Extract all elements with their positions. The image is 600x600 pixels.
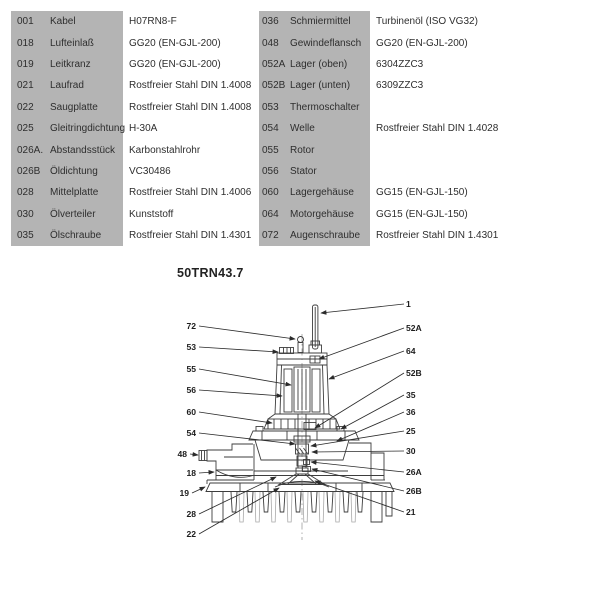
part-material: Rostfreier Stahl DIN 1.4301 bbox=[376, 230, 499, 242]
part-number: 055 bbox=[259, 139, 290, 160]
part-number: 026B bbox=[11, 161, 50, 182]
callout-52A: 52A bbox=[406, 323, 422, 333]
part-number: 028 bbox=[11, 182, 50, 203]
part-material: GG20 (EN-GJL-200) bbox=[129, 37, 221, 49]
callout-48: 48 bbox=[177, 449, 187, 459]
callout-64: 64 bbox=[406, 346, 416, 356]
part-name: Welle bbox=[290, 118, 370, 139]
part-name: Leitkranz bbox=[50, 54, 123, 75]
callout-19: 19 bbox=[179, 488, 189, 498]
callout-72: 72 bbox=[186, 321, 196, 331]
part-number: 064 bbox=[259, 204, 290, 225]
part-number: 026A. bbox=[11, 139, 50, 160]
part-number: 048 bbox=[259, 32, 290, 53]
part-material: Rostfreier Stahl DIN 1.4008 bbox=[129, 101, 252, 113]
callout-22: 22 bbox=[186, 529, 196, 539]
part-name: Lufteinlaß bbox=[50, 32, 123, 53]
part-material: VC30486 bbox=[129, 165, 171, 177]
part-number: 053 bbox=[259, 97, 290, 118]
part-material: Rostfreier Stahl DIN 1.4008 bbox=[129, 80, 252, 92]
part-material: 6304ZZC3 bbox=[376, 58, 424, 70]
part-material: Turbinenöl (ISO VG32) bbox=[376, 16, 478, 28]
callout-26B: 26B bbox=[406, 486, 422, 496]
part-name: Rotor bbox=[290, 139, 370, 160]
part-material: GG20 (EN-GJL-200) bbox=[376, 37, 468, 49]
part-number: 052A bbox=[259, 54, 290, 75]
part-name: Mittelplatte bbox=[50, 182, 123, 203]
part-name: Laufrad bbox=[50, 75, 123, 96]
part-name: Ölverteiler bbox=[50, 204, 123, 225]
callout-54: 54 bbox=[186, 428, 196, 438]
part-name: Lager (unten) bbox=[290, 75, 370, 96]
diagram-title: 50TRN43.7 bbox=[177, 266, 244, 280]
part-number: 054 bbox=[259, 118, 290, 139]
part-name: Stator bbox=[290, 161, 370, 182]
callout-53: 53 bbox=[186, 342, 196, 352]
part-name: Abstandsstück bbox=[50, 139, 123, 160]
part-number: 025 bbox=[11, 118, 50, 139]
callout-52B: 52B bbox=[406, 368, 422, 378]
part-number: 036 bbox=[259, 11, 290, 32]
callout-1: 1 bbox=[406, 299, 411, 309]
callout-56: 56 bbox=[186, 385, 196, 395]
part-name: Öldichtung bbox=[50, 161, 123, 182]
part-material: H07RN8-F bbox=[129, 16, 177, 28]
part-material: Kunststoff bbox=[129, 208, 174, 220]
part-name: Ölschraube bbox=[50, 225, 123, 246]
part-number: 060 bbox=[259, 182, 290, 203]
discharge-bracket bbox=[199, 444, 254, 480]
callout-35: 35 bbox=[406, 390, 416, 400]
part-name: Schmiermittel bbox=[290, 11, 370, 32]
callout-18: 18 bbox=[186, 468, 196, 478]
callout-60: 60 bbox=[186, 407, 196, 417]
part-material: 6309ZZC3 bbox=[376, 80, 424, 92]
part-name: Gewindeflansch bbox=[290, 32, 370, 53]
background-prongs bbox=[239, 492, 356, 522]
volute-casing-right bbox=[349, 443, 384, 480]
callout-21: 21 bbox=[406, 507, 416, 517]
callout-26A: 26A bbox=[406, 467, 422, 477]
part-material: H-30A bbox=[129, 123, 158, 135]
part-material: GG20 (EN-GJL-200) bbox=[129, 58, 221, 70]
cable bbox=[309, 305, 322, 353]
part-number: 018 bbox=[11, 32, 50, 53]
part-number: 019 bbox=[11, 54, 50, 75]
part-name: Saugplatte bbox=[50, 97, 123, 118]
motor-housing bbox=[275, 365, 329, 414]
part-material: Rostfreier Stahl DIN 1.4028 bbox=[376, 123, 499, 135]
part-number: 030 bbox=[11, 204, 50, 225]
part-number: 022 bbox=[11, 97, 50, 118]
callout-30: 30 bbox=[406, 446, 416, 456]
part-name: Kabel bbox=[50, 11, 123, 32]
part-name: Motorgehäuse bbox=[290, 204, 370, 225]
eye-bolt bbox=[298, 337, 304, 353]
part-material: Rostfreier Stahl DIN 1.4006 bbox=[129, 187, 252, 199]
part-name: Lager (oben) bbox=[290, 54, 370, 75]
callout-36: 36 bbox=[406, 407, 416, 417]
part-number: 001 bbox=[11, 11, 50, 32]
part-number: 072 bbox=[259, 225, 290, 246]
part-material: Rostfreier Stahl DIN 1.4301 bbox=[129, 230, 252, 242]
part-number: 052B bbox=[259, 75, 290, 96]
part-material: GG15 (EN-GJL-150) bbox=[376, 208, 468, 220]
part-number: 035 bbox=[11, 225, 50, 246]
part-number: 021 bbox=[11, 75, 50, 96]
pump-drawing bbox=[199, 305, 394, 540]
callout-25: 25 bbox=[406, 426, 416, 436]
part-number: 056 bbox=[259, 161, 290, 182]
part-name: Augenschraube bbox=[290, 225, 370, 246]
part-name: Thermoschalter bbox=[290, 97, 370, 118]
callout-55: 55 bbox=[186, 364, 196, 374]
part-material: GG15 (EN-GJL-150) bbox=[376, 187, 468, 199]
callout-28: 28 bbox=[186, 509, 196, 519]
part-material: Karbonstahlrohr bbox=[129, 144, 201, 156]
part-name: Lagergehäuse bbox=[290, 182, 370, 203]
part-name: Gleitringdichtung bbox=[50, 118, 123, 139]
